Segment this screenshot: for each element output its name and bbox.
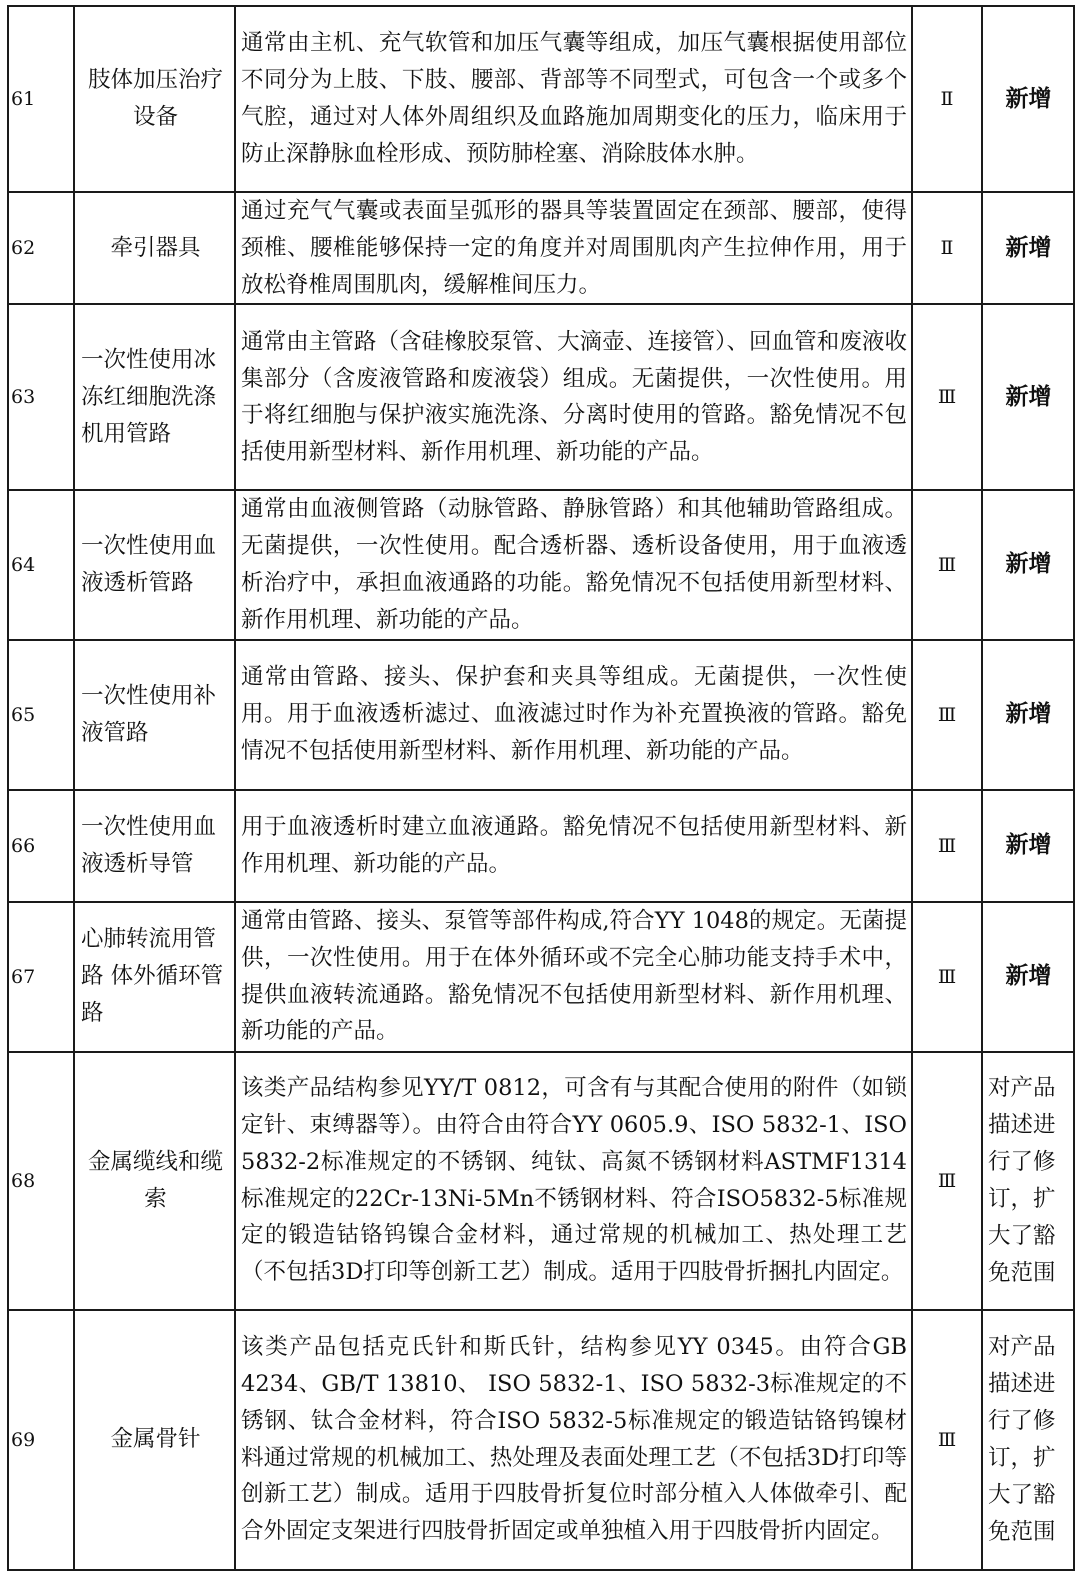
product-description: 通常由主机、充气软管和加压气囊等组成，加压气囊根据使用部位不同分为上肢、下肢、腰部、背部等不同型式，可包含一个或多个气腔，通过对人体外周组织及血路施加周期变化的压力，临床用于防止深静脉血栓形成、预防肺栓塞、消除肢体水肿。 <box>235 6 912 192</box>
change-note: 对产品描述进行了修订，扩大了豁免范围 <box>982 1310 1074 1570</box>
change-note: 新增 <box>982 902 1074 1052</box>
management-class: Ⅲ <box>912 1310 982 1570</box>
product-name: 肢体加压治疗设备 <box>74 6 235 192</box>
row-number: 61 <box>8 6 74 192</box>
row-number: 64 <box>8 490 74 639</box>
row-number: 67 <box>8 902 74 1052</box>
row-number: 62 <box>8 192 74 304</box>
exemption-table <box>7 5 1075 1571</box>
management-class: Ⅲ <box>912 790 982 902</box>
change-note: 新增 <box>982 490 1074 639</box>
product-name: 牵引器具 <box>74 192 235 304</box>
change-note: 新增 <box>982 304 1074 490</box>
management-class: Ⅲ <box>912 1052 982 1310</box>
table-row <box>8 1310 1074 1570</box>
change-note: 新增 <box>982 192 1074 304</box>
table-row <box>8 790 1074 902</box>
product-description: 通常由管路、接头、保护套和夹具等组成。无菌提供，一次性使用。用于血液透析滤过、血液滤过时作为补充置换液的管路。豁免情况不包括使用新型材料、新作用机理、新功能的产品。 <box>235 640 912 790</box>
product-description: 通常由主管路（含硅橡胶泵管、大滴壶、连接管）、回血管和废液收集部分（含废液管路和废液袋）组成。无菌提供，一次性使用。用于将红细胞与保护液实施洗涤、分离时使用的管路。豁免情况不包括使用新型材料、新作用机理、新功能的产品。 <box>235 304 912 490</box>
product-description: 通常由管路、接头、泵管等部件构成,符合YY 1048的规定。无菌提供，一次性使用。用于在体外循环或不完全心肺功能支持手术中，提供血液转流通路。豁免情况不包括使用新型材料、新作用机理、新功能的产品。 <box>235 902 912 1052</box>
product-description: 通常由血液侧管路（动脉管路、静脉管路）和其他辅助管路组成。无菌提供，一次性使用。配合透析器、透析设备使用，用于血液透析治疗中，承担血液通路的功能。豁免情况不包括使用新型材料、新作用机理、新功能的产品。 <box>235 490 912 639</box>
row-number: 69 <box>8 1310 74 1570</box>
table-row <box>8 1052 1074 1310</box>
product-name: 金属缆线和缆索 <box>74 1052 235 1310</box>
change-note: 新增 <box>982 640 1074 790</box>
management-class: Ⅱ <box>912 6 982 192</box>
row-number: 68 <box>8 1052 74 1310</box>
table-row <box>8 490 1074 639</box>
product-name: 金属骨针 <box>74 1310 235 1570</box>
management-class: Ⅲ <box>912 902 982 1052</box>
product-description: 通过充气气囊或表面呈弧形的器具等装置固定在颈部、腰部，使得颈椎、腰椎能够保持一定的角度并对周围肌肉产生拉伸作用，用于放松脊椎周围肌肉，缓解椎间压力。 <box>235 192 912 304</box>
product-name: 一次性使用血液透析导管 <box>74 790 235 902</box>
product-name: 一次性使用冰冻红细胞洗涤机用管路 <box>74 304 235 490</box>
table-row <box>8 304 1074 490</box>
row-number: 63 <box>8 304 74 490</box>
change-note: 新增 <box>982 6 1074 192</box>
management-class: Ⅲ <box>912 640 982 790</box>
product-name: 心肺转流用管路 体外循环管路 <box>74 902 235 1052</box>
row-number: 65 <box>8 640 74 790</box>
table-row <box>8 6 1074 192</box>
table-row <box>8 192 1074 304</box>
row-number: 66 <box>8 790 74 902</box>
table-row <box>8 640 1074 790</box>
management-class: Ⅱ <box>912 192 982 304</box>
change-note: 新增 <box>982 790 1074 902</box>
product-name: 一次性使用血液透析管路 <box>74 490 235 639</box>
management-class: Ⅲ <box>912 304 982 490</box>
management-class: Ⅲ <box>912 490 982 639</box>
product-description: 该类产品结构参见YY/T 0812，可含有与其配合使用的附件（如锁定针、束缚器等）。由符合由符合YY 0605.9、ISO 5832-1、ISO 5832-2标准规定的不锈钢、纯钛、高氮不锈钢材料ASTMF1314标准规定的22Cr-13Ni-5Mn不锈钢材料、符合ISO5832-5标准规定的锻造钴铬钨镍合金材料，通过常规的机械加工、热处理工艺（不包括3D打印等创新工艺）制成。适用于四肢骨折捆扎内固定。 <box>235 1052 912 1310</box>
product-name: 一次性使用补液管路 <box>74 640 235 790</box>
product-description: 该类产品包括克氏针和斯氏针，结构参见YY 0345。由符合GB 4234、GB/T 13810、 ISO 5832-1、ISO 5832-3标准规定的不锈钢、钛合金材料，符合ISO 5832-5标准规定的锻造钴铬钨镍材料通过常规的机械加工、热处理及表面处理工艺（不包括3D打印等创新工艺）制成。适用于四肢骨折复位时部分植入人体做牵引、配合外固定支架进行四肢骨折固定或单独植入用于四肢骨折内固定。 <box>235 1310 912 1570</box>
product-description: 用于血液透析时建立血液通路。豁免情况不包括使用新型材料、新作用机理、新功能的产品。 <box>235 790 912 902</box>
table-row <box>8 902 1074 1052</box>
change-note: 对产品描述进行了修订，扩大了豁免范围 <box>982 1052 1074 1310</box>
